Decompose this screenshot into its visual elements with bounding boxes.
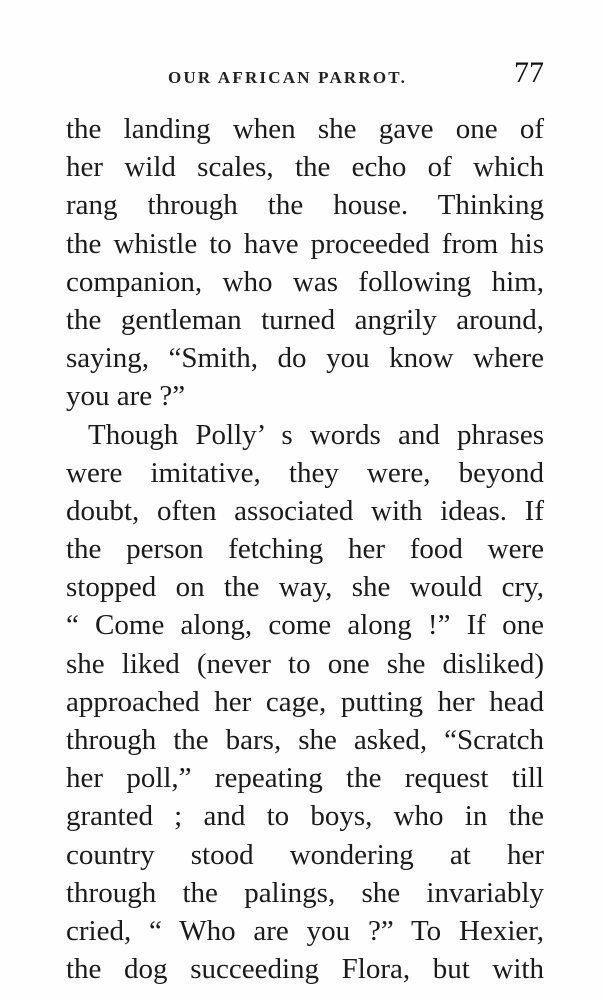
text-line: approached her cage, putting her head: [66, 685, 544, 718]
running-header: [66, 56, 544, 96]
body-text: [66, 110, 544, 988]
running-title: OUR AFRICAN PARROT.: [168, 68, 408, 87]
text-line: saying, “Smith, do you know where: [66, 342, 544, 375]
text-line: cried, “ Who are you ?” To Hexier,: [66, 914, 544, 947]
text-line: through the palings, she invariably: [66, 876, 544, 909]
text-line: rang through the house. Thinking: [66, 189, 544, 222]
text-line: the person fetching her food were: [66, 533, 544, 566]
text-line: the dog succeeding Flora, but with: [66, 953, 544, 986]
text-line: granted ; and to boys, who in the: [66, 800, 544, 833]
text-line: country stood wondering at her: [66, 838, 544, 871]
text-line: the landing when she gave one of: [66, 113, 544, 145]
text-line: through the bars, she asked, “Scratch: [66, 724, 544, 756]
page-number: 77: [514, 56, 544, 89]
text-line: companion, who was following him,: [66, 265, 544, 298]
text-line: stopped on the way, she would cry,: [66, 571, 544, 604]
text-line: her wild scales, the echo of which: [66, 151, 544, 184]
text-line: “ Come along, come along !” If one: [66, 609, 544, 642]
text-line: the gentleman turned angrily around,: [66, 303, 544, 336]
text-line: the whistle to have proceeded from his: [66, 227, 544, 260]
text-line: you are ?”: [66, 380, 186, 413]
text-line: she liked (never to one she disliked): [66, 647, 544, 680]
text-line: Though Polly’ s words and phrases: [88, 418, 544, 451]
text-line: her poll,” repeating the request till: [66, 762, 544, 795]
text-line: were imitative, they were, beyond: [66, 456, 544, 489]
text-line: doubt, often associated with ideas. If: [66, 494, 544, 527]
